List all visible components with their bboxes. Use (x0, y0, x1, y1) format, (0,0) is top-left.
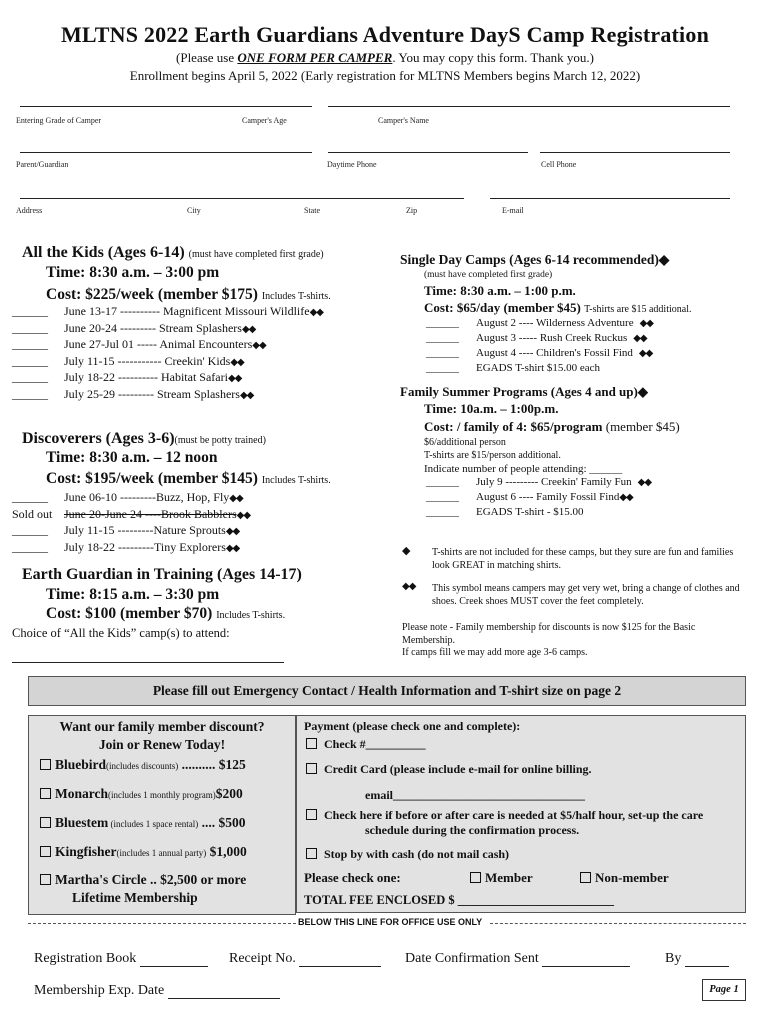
grade-age-line[interactable] (20, 106, 312, 107)
discoverers-time: Time: 8:30 a.m. – 12 noon (46, 449, 218, 466)
session-row[interactable] (12, 540, 239, 555)
session-label: July 18-22 ---------- Habitat Safari (64, 370, 228, 384)
lifetime-membership: Lifetime Membership (72, 890, 198, 905)
session-row[interactable] (426, 506, 584, 518)
membership-detail: (includes 1 space rental) (108, 819, 199, 829)
family-time: Time: 10a.m. – 1:00p.m. (424, 401, 559, 416)
session-blank[interactable]: ______ (12, 337, 48, 351)
single-day-heading: Single Day Camps (Ages 6-14 recommended)◆ (400, 252, 670, 267)
single-day-cost: Cost: $65/day (member $45) T-shirts are $15 additional. (424, 300, 692, 315)
session-blank[interactable]: ______ (426, 347, 459, 359)
session-label: July 11-15 ---------Nature Sprouts (64, 523, 226, 537)
checkbox[interactable] (306, 809, 317, 820)
membership-price: .... $500 (198, 815, 246, 830)
session-label: August 4 ---- Children's Fossil Find (476, 347, 633, 359)
city-label: City (187, 206, 201, 215)
membership-exp-date[interactable]: Membership Exp. Date (34, 983, 280, 999)
membership-price: $200 (215, 786, 243, 801)
name-label: Camper's Name (378, 116, 429, 125)
session-row[interactable] (12, 523, 239, 538)
session-row[interactable] (426, 491, 633, 503)
payment-heading: Payment (please check one and complete): (304, 719, 521, 733)
session-label: June 27-Jul 01 ----- Animal Encounters (64, 337, 253, 351)
date-confirmation[interactable]: Date Confirmation Sent (405, 951, 630, 967)
office-divider-left (28, 923, 296, 924)
diamond-icon: ◆ (402, 545, 411, 557)
checkbox[interactable] (306, 738, 317, 749)
membership-price: $1,000 (206, 844, 247, 859)
member-option[interactable]: Member (470, 870, 533, 886)
checkbox[interactable] (470, 872, 481, 883)
enrollment-note: Enrollment begins April 5, 2022 (Early registration for MLTNS Members begins March 12, 2022) (129, 68, 641, 83)
session-blank[interactable]: ______ (426, 332, 459, 344)
camper-name-line[interactable] (328, 106, 730, 107)
session-label: June 20-24 --------- Stream Splashers (64, 320, 242, 335)
address-line[interactable] (20, 198, 464, 199)
session-row[interactable] (12, 370, 241, 385)
registration-book[interactable]: Registration Book (34, 951, 208, 967)
water-drops-icon: ◆◆ (309, 307, 323, 318)
session-blank[interactable]: ______ (426, 476, 459, 488)
email-line[interactable] (490, 198, 730, 199)
session-blank[interactable]: ______ (12, 386, 48, 401)
membership-price: .......... $125 (178, 757, 246, 772)
care-option[interactable]: Check here if before or after care is needed at $5/half hour, set-up the care (306, 808, 703, 823)
session-blank[interactable]: Sold out (12, 506, 53, 521)
diamond-note: T-shirts are not included for these camps, but they sure are fun and families look GREAT in matching shirts. (432, 547, 734, 571)
checkbox[interactable] (306, 848, 317, 859)
check-option[interactable]: Check #__________ (306, 737, 426, 752)
checkbox[interactable] (40, 817, 51, 828)
diamond-icon: ◆ (658, 252, 670, 267)
credit-card-option[interactable]: Credit Card (please include e-mail for online billing. (306, 762, 592, 777)
grade-label: Entering Grade of Camper (16, 116, 102, 125)
training-heading: Earth Guardian in Training (Ages 14-17) (22, 566, 302, 583)
membership-option[interactable] (40, 757, 246, 773)
family-heading: Family Summer Programs (Ages 4 and up)◆ (400, 384, 648, 399)
session-blank[interactable]: ______ (426, 491, 459, 503)
cash-option[interactable]: Stop by with cash (do not mail cash) (306, 847, 509, 862)
session-label: June 06-10 ---------Buzz, Hop, Fly (64, 490, 230, 504)
session-blank[interactable]: ______ (12, 490, 48, 504)
parent-line[interactable] (20, 152, 312, 153)
checkbox[interactable] (306, 763, 317, 774)
membership-name: Monarch (55, 786, 108, 801)
single-day-note: (must have completed first grade) (424, 270, 553, 280)
session-label: EGADS T-shirt - $15.00 (476, 506, 584, 518)
payment-email[interactable]: email________________________________ (365, 788, 585, 802)
nonmember-option[interactable]: Non-member (580, 870, 669, 886)
water-drops-icon: ◆◆ (241, 323, 256, 335)
checkbox[interactable] (40, 788, 51, 799)
session-label: June 20-June 24 ----Brook Babblers (64, 506, 237, 521)
session-blank[interactable]: ______ (12, 304, 48, 318)
total-fee[interactable]: TOTAL FEE ENCLOSED $ _________________________ (304, 893, 614, 907)
checkbox[interactable] (580, 872, 591, 883)
water-drops-icon: ◆◆ (225, 526, 240, 537)
cell-label: Cell Phone (541, 160, 577, 169)
membership-option[interactable] (40, 815, 245, 831)
session-row[interactable] (12, 304, 323, 319)
session-label: July 9 --------- Creekin' Family Fun (476, 476, 632, 488)
session-blank[interactable]: ______ (12, 353, 48, 368)
address-label: Address (16, 206, 43, 215)
by-field[interactable]: By (665, 951, 729, 967)
discoverers-cost: Cost: $195/week (member $145) Includes T-shirts. (46, 470, 331, 487)
training-choice: Choice of “All the Kids” camp(s) to attend: (12, 626, 230, 640)
all-kids-heading: All the Kids (Ages 6-14) (must have completed first grade) (22, 244, 324, 261)
session-row[interactable] (12, 337, 266, 352)
water-drops-icon: ◆◆ (239, 389, 254, 401)
session-row[interactable] (12, 387, 253, 402)
training-cost: Cost: $100 (member $70) Includes T-shirts. (46, 605, 286, 622)
office-divider-right (490, 923, 746, 924)
phone-line[interactable] (328, 152, 528, 153)
diamond-icon: ◆ (637, 384, 648, 399)
membership-heading: Want our family member discount? Join or Renew Today! (59, 719, 265, 752)
water-drops-icon: ◆◆ (619, 492, 633, 503)
session-label: July 11-15 ----------- Creekin' Kids (64, 353, 231, 368)
email-label: E-mail (502, 206, 524, 215)
session-blank[interactable]: ______ (426, 317, 459, 329)
page-number: Page 1 (702, 979, 746, 1001)
session-blank[interactable]: ______ (426, 506, 459, 518)
family-extra-person: $6/additional person (424, 437, 506, 448)
water-drops-icon: ◆◆ (227, 373, 242, 384)
membership-note: Please note - Family membership for discounts is now $125 for the Basic Membership. (402, 622, 696, 646)
water-drops-icon: ◆◆ (638, 348, 653, 359)
water-drops-icon: ◆◆ (230, 356, 244, 368)
session-row[interactable] (426, 332, 647, 344)
membership-name: Kingfisher (55, 844, 117, 859)
session-row[interactable] (12, 507, 250, 522)
please-check-label: Please check one: (304, 870, 401, 885)
membership-detail: (includes 1 annual party) (116, 848, 207, 858)
session-row[interactable] (12, 490, 243, 505)
session-label: July 18-22 ---------Tiny Explorers (64, 539, 226, 554)
session-row[interactable] (426, 317, 653, 329)
session-blank[interactable]: ______ (12, 539, 48, 554)
water-drops-icon: ◆◆ (633, 333, 647, 344)
discoverers-heading: Discoverers (Ages 3-6)(must be potty trained) (22, 430, 266, 447)
state-label: State (304, 206, 320, 215)
membership-option[interactable] (40, 786, 243, 802)
drops-icon: ◆◆ (402, 581, 416, 592)
training-time: Time: 8:15 a.m. – 3:30 pm (46, 586, 220, 603)
membership-name: Bluebird (55, 757, 107, 772)
session-label: EGADS T-shirt $15.00 each (476, 362, 601, 374)
marthas-circle-option[interactable]: Martha's Circle .. $2,500 or more (40, 872, 246, 888)
all-kids-cost: Cost: $225/week (member $175) Includes T-shirts. (46, 286, 331, 303)
emergency-banner: Please fill out Emergency Contact / Health Information and T-shirt size on page 2 (28, 676, 746, 706)
checkbox[interactable] (40, 874, 51, 885)
checkbox[interactable] (40, 759, 51, 770)
water-drops-icon: ◆◆ (225, 542, 240, 554)
session-blank[interactable]: ______ (12, 320, 48, 335)
drops-note: This symbol means campers may get very wet, bring a change of clothes and shoes. Creek shoes MUST cover the feet completely. (432, 583, 740, 607)
receipt-no[interactable]: Receipt No. (229, 951, 381, 967)
single-day-time: Time: 8:30 a.m. – 1:00 p.m. (424, 283, 576, 298)
cell-line[interactable] (540, 152, 730, 153)
session-label: June 13-17 ---------- Magnificent Missouri Wildlife (64, 304, 310, 318)
form-title: MLTNS 2022 Earth Guardians Adventure DayS Camp Registration (60, 22, 710, 47)
water-drops-icon: ◆◆ (252, 340, 266, 351)
session-blank[interactable]: ______ (12, 523, 48, 537)
office-use-label: BELOW THIS LINE FOR OFFICE USE ONLY (298, 917, 483, 927)
parent-label: Parent/Guardian (16, 160, 69, 169)
camps-fill-note: If camps fill we may add more age 3-6 camps. (402, 647, 588, 658)
water-drops-icon: ◆◆ (639, 318, 653, 329)
membership-name: Bluestem (55, 815, 109, 830)
session-blank[interactable]: ______ (426, 362, 459, 374)
session-row[interactable] (426, 347, 652, 359)
all-kids-time: Time: 8:30 a.m. – 3:00 pm (46, 264, 220, 281)
family-cost: Cost: / family of 4: $65/program (member $45) (424, 419, 680, 434)
copy-note: (Please use ONE FORM PER CAMPER. You may copy this form. Thank you.) (176, 50, 594, 65)
phone-label: Daytime Phone (327, 160, 377, 169)
session-row[interactable] (12, 354, 244, 369)
checkbox[interactable] (40, 846, 51, 857)
session-row[interactable] (426, 476, 651, 488)
zip-label: Zip (406, 206, 418, 215)
session-label: August 6 ---- Family Fossil Find (476, 491, 620, 503)
family-tshirt: T-shirts are $15/person additional. (424, 450, 561, 461)
membership-detail: (includes discounts) (106, 761, 179, 771)
session-label: August 2 ---- Wilderness Adventure (476, 317, 634, 329)
age-label: Camper's Age (242, 116, 287, 125)
water-drops-icon: ◆◆ (637, 477, 652, 488)
session-row[interactable] (12, 321, 255, 336)
water-drops-icon: ◆◆ (236, 509, 251, 521)
session-row[interactable] (426, 362, 600, 374)
session-label: July 25-29 --------- Stream Splashers (64, 386, 240, 401)
water-drops-icon: ◆◆ (229, 493, 243, 504)
session-label: August 3 ----- Rush Creek Ruckus (476, 332, 628, 344)
training-choice-line[interactable] (12, 662, 284, 663)
membership-detail: (includes 1 monthly program) (108, 790, 216, 800)
care-note: schedule during the confirmation process. (365, 823, 580, 837)
session-blank[interactable]: ______ (12, 370, 48, 384)
family-indicate[interactable]: Indicate number of people attending: ______ (424, 463, 623, 475)
membership-option[interactable] (40, 844, 247, 860)
